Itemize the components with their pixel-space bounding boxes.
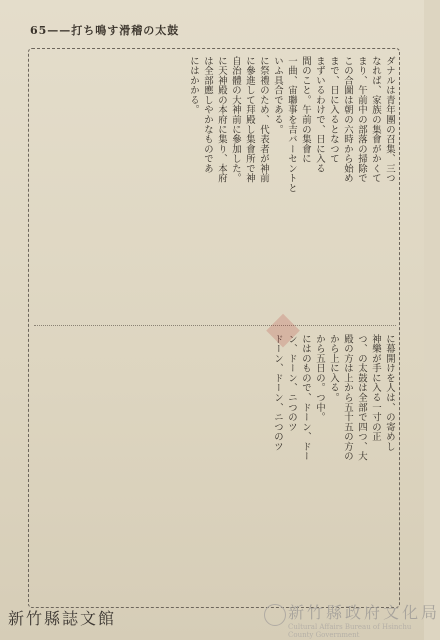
text-column: にはかかる。 (188, 56, 199, 115)
watermark-chinese: 新竹縣政府文化局 (288, 603, 440, 622)
text-column: に天神殿の本府に集り、本府 (216, 56, 227, 184)
text-column: は全部應しやかなものであ (202, 56, 213, 174)
text-column: にはのもので、ドーン、ドー (300, 334, 311, 462)
text-column: 間のこと。午前の集會に (300, 56, 311, 164)
text-column: まり、午前中の部落の掃除で (356, 56, 367, 184)
band-separator (34, 325, 396, 326)
text-column: まずいるわけで、日に入る (314, 56, 325, 174)
library-mark: 新竹縣誌文館 (8, 609, 117, 628)
text-column: 殿の方は上から五十五の方の (342, 334, 353, 462)
text-columns (34, 56, 396, 596)
text-column: つ、の太鼓は全部で四つ、大 (356, 334, 367, 462)
page-header: 65——打ち鳴す滑稽の太鼓 (30, 24, 180, 37)
text-column: から五日の。つ中。 (314, 334, 325, 423)
text-column: まで、日に入るとなつて (328, 56, 339, 164)
text-column: ドーン、ドーン、ニつのツ (272, 334, 283, 452)
watermark-english-line2: County Government (288, 631, 360, 639)
watermark-english-line1: Cultural Affairs Bureau of Hsinchu (288, 623, 412, 631)
text-column: 神樂が手に入る一寸の正 (370, 334, 381, 442)
text-column: 自治體の大神前に參加した。 (230, 56, 241, 184)
text-column: いふ具合である。 (272, 56, 283, 135)
text-column: に參進して拜殿し集會所で神 (244, 56, 255, 184)
watermark-block (262, 600, 440, 639)
text-column: ダナルは青年團の召集、三つ (384, 56, 395, 184)
lower-text-band (34, 334, 396, 596)
text-column: なれば、家族の集會がかくて (370, 56, 381, 184)
text-column: 一曲、宙聯事を吉バーセントと (286, 56, 297, 194)
library-seal-watermark: ◆ (257, 301, 309, 353)
text-column: に祭禮のため、代表者が神前 (258, 56, 269, 184)
text-column: この合圖は朝の六時から始め (342, 56, 353, 184)
text-column: ン、ドーン、ニつのツ (286, 334, 297, 432)
text-column: に幕開けを人は、の寄めし (384, 334, 395, 452)
upper-text-band (34, 56, 396, 318)
text-column: から上に入る。 (328, 334, 339, 403)
